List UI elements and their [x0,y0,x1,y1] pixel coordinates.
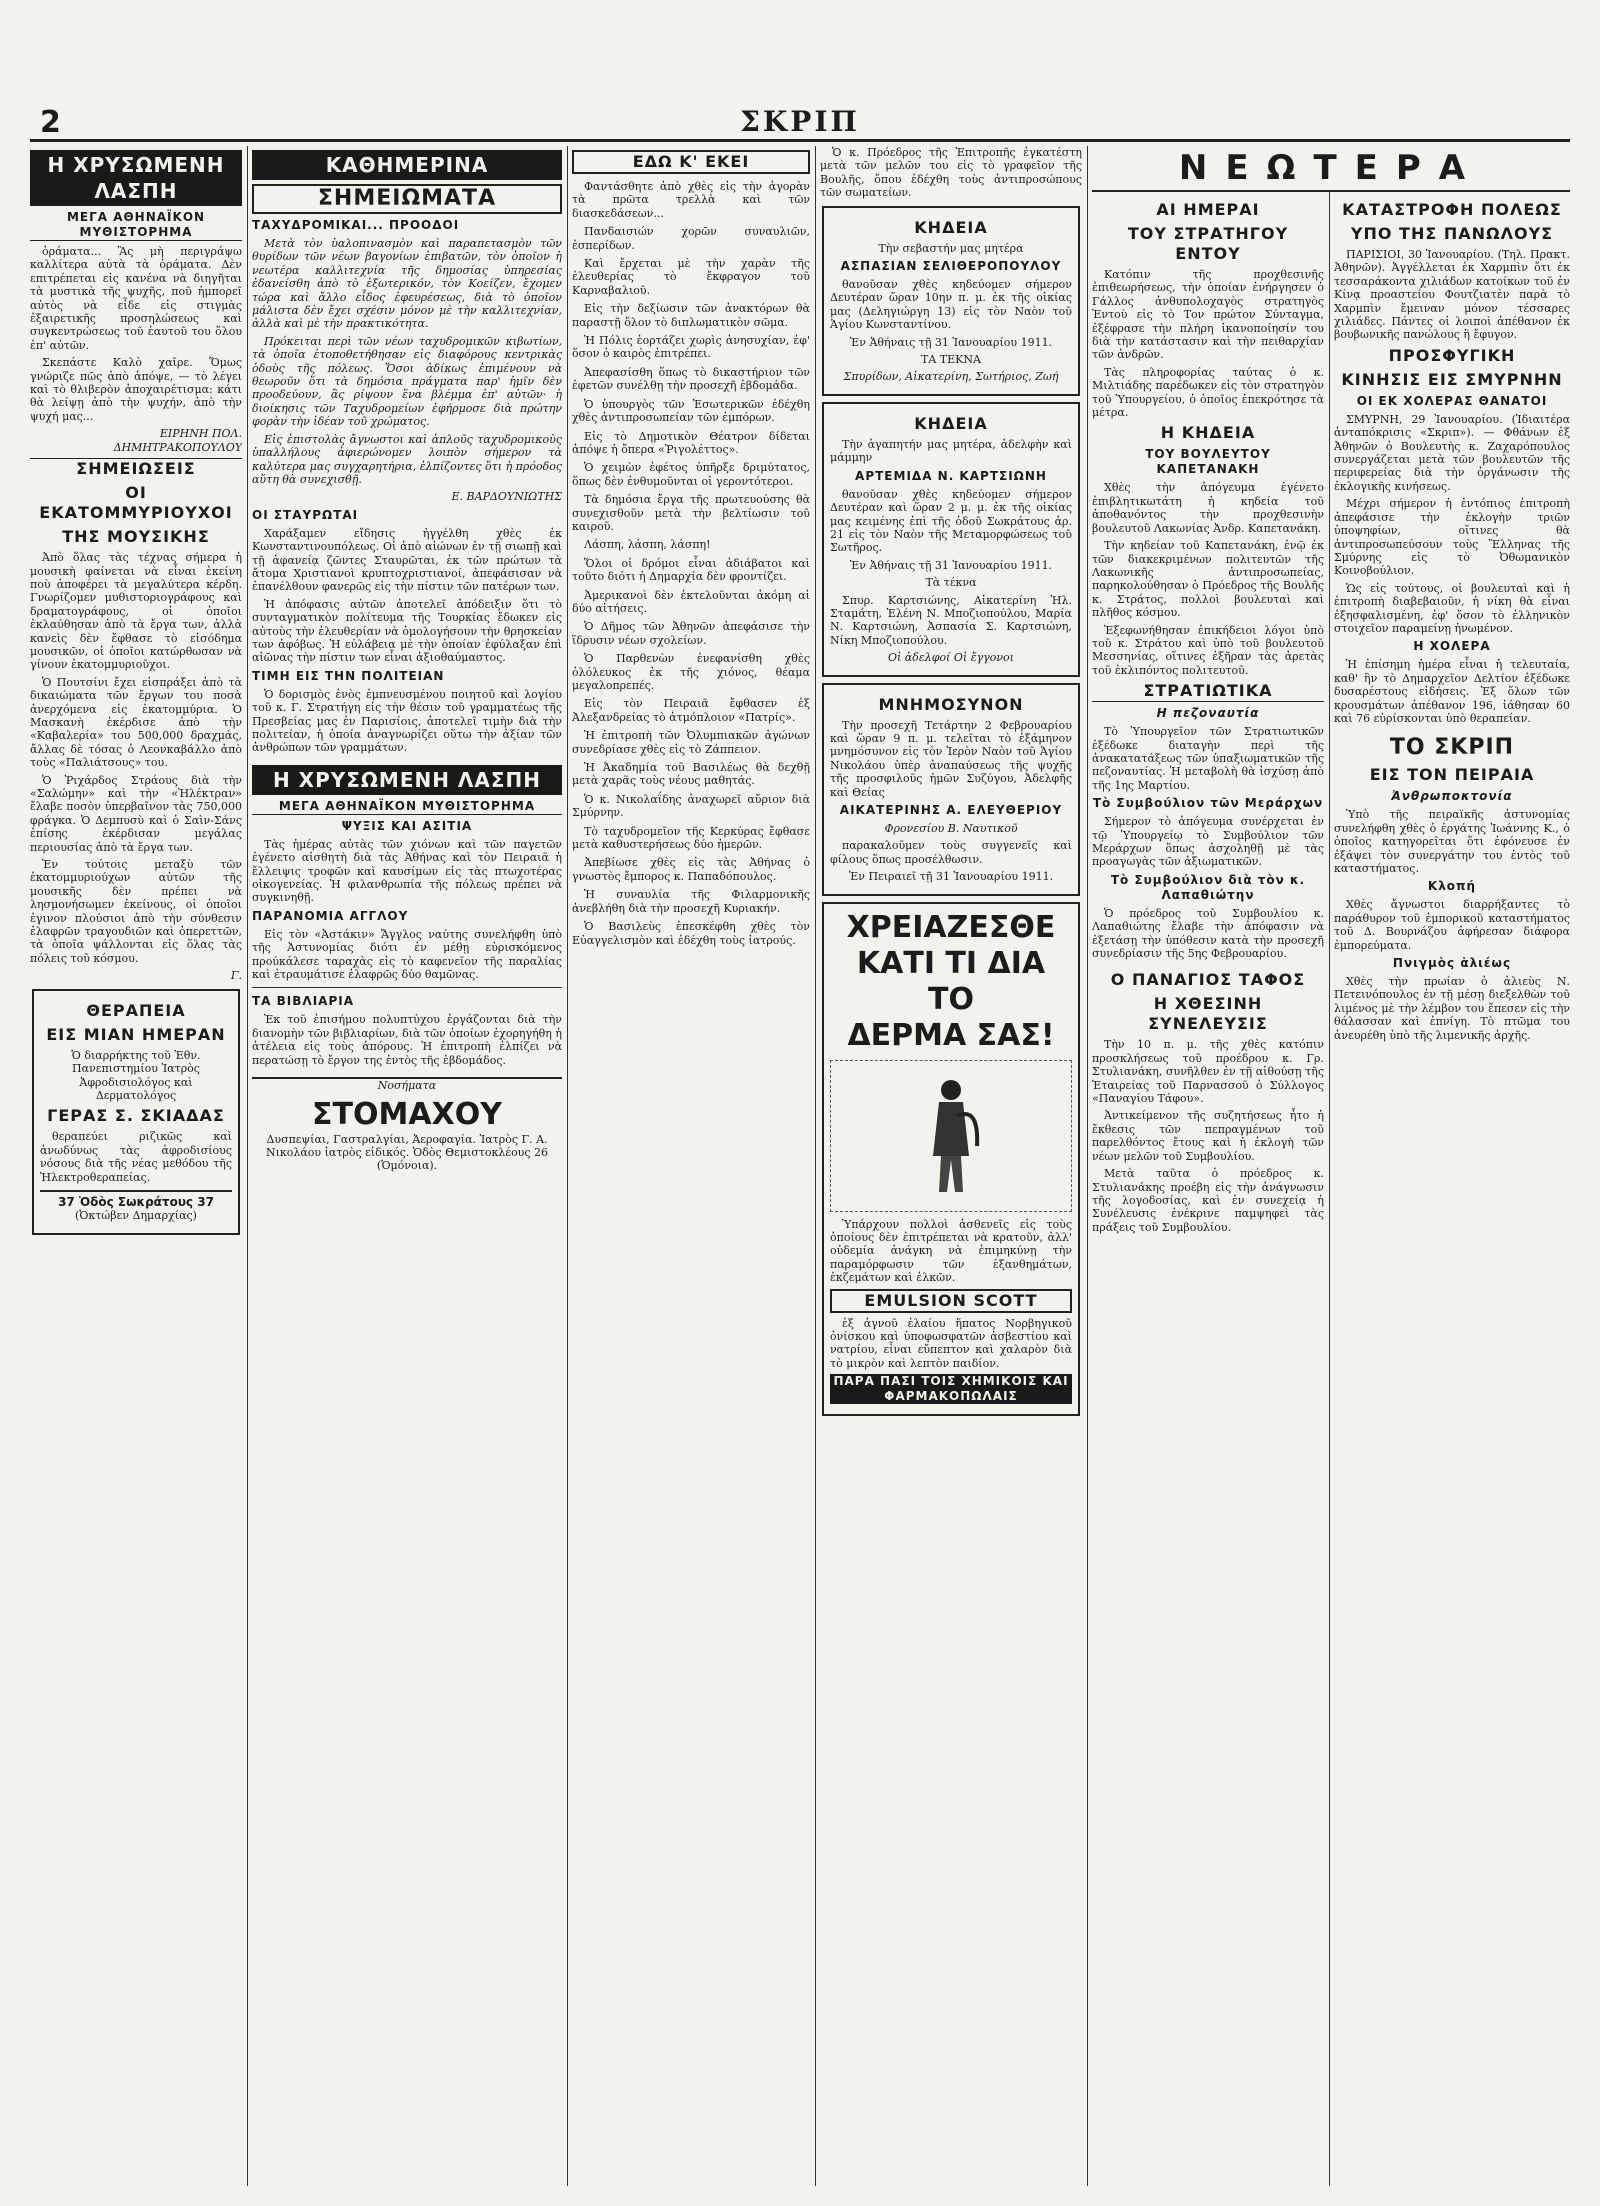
ad-text: θεραπεύει ριζικῶς καὶ ἀνωδύνως τὰς ἀφροδισίους νόσους διὰ τῆς νέας μεθόδου τῆς Ἠλεκτροθεραπείας. [40,1130,232,1184]
page-number: 2 [40,105,61,140]
ad-title: ΣΤΟΜΑΧΟΥ [312,1096,502,1132]
column-2 [252,146,562,2186]
paragraph: Μέχρι σήμερον ἡ ἐντόπιος ἐπιτροπὴ ἀπεφάσισε τὴν ἐκλογὴν τριῶν ὑποψηφίων, οἵτινες θὰ ἀντιπροσωπεύσουν τοὺς Ἕλληνας τῆς Σμύρνης εἰς τὸ Ὀθωμανικὸν Κοινοβούλιον. [1334,497,1570,578]
headline: ΥΠΟ ΤΗΣ ΠΑΝΩΛΟΥΣ [1350,224,1554,243]
ad-text: Δυσπεψίαι, Γαστραλγίαι, Ἀερoφαγία. Ἰατρὸς Γ. Α. Νικολάου ἰατρὸς εἰδικός. Ὁδὸς Θεμιστοκλέους 26 (Ὁμόνοια). [265,1132,549,1173]
divider [252,987,562,988]
news-item: Ἡ συναυλία τῆς Φιλαρμονικῆς ἀνεβλήθη διὰ τὴν προσεχῆ Κυριακήν. [572,888,810,915]
subheading: Πνιγμὸς ἁλιέως [1392,956,1512,971]
section-title: ΕΔΩ Κ' ΕΚΕΙ [572,150,810,174]
paragraph: Σκεπάστε Καλὸ χαῖρε. Ὅμως γνώριζε πῶς ἀπὸ ἀπόψε, — τὸ λέγει καὶ τὸ θλιβερὸν ἀποχαιρέτισμα: κάτι θὰ λείψῃ ἀπὸ τὴν ψυχήν, ἀπὸ τὴν ψυχή μας... [30,356,242,423]
headline: ΚΑΤΑΣΤΡΟΦΗ ΠΟΛΕΩΣ [1342,200,1562,219]
serial-subtitle: ΜΕΓΑ ΑΘΗΝΑΪΚΟΝ ΜΥΘΙΣΤΟΡΗΜΑ [30,210,242,241]
news-item: Λάσπη, λάσπη, λάσπη! [584,538,711,552]
paragraph: Ὑπὸ τῆς πειραϊκῆς ἀστυνομίας συνελήφθη χθὲς ὁ ἐργάτης Ἰωάννης Κ., ὁ ὁποῖος κατηγορεῖται ὅτι ἐφόνευσε ἐν ἐξάψει τὸν συνεργάτην του ἐντὸς τοῦ καταστήματος. [1334,808,1570,875]
notice-text: Τὴν ἀγαπητήν μας μητέρα, ἀδελφὴν καὶ μάμμην [830,437,1072,465]
serial-title: Η ΧΡΥΣΩΜΕΝΗ ΛΑΣΠΗ [30,150,242,206]
author-signature: Ε. ΒΑΡΔΟΥΝΙΩΤΗΣ [451,490,562,504]
notice-body: παρακαλοῦμεν τοὺς συγγενεῖς καὶ φίλους ὅπως προσέλθωσιν. [830,839,1072,866]
notice-body: θανοῦσαν χθὲς κηδεύομεν σήμερον Δευτέραν ὥραν 10ην π. μ. ἐκ τῆς οἰκίας μας (Δεληγιώργη 13) εἰς τὸν Ναὸν τοῦ Ἁγίου Κωνσταντίνου. [830,278,1072,332]
news-item: Ἀμερικανοὶ δὲν ἐκτελοῦνται ἀκόμη αἱ δύο αἰτήσεις. [572,588,810,615]
ad-address: 37 Ὁδὸς Σωκράτους 37 [40,1190,232,1209]
notice-name: ΑΡΤΕΜΙΔΑ Ν. ΚΑΡΤΣΙΩΝΗ [855,468,1047,483]
column-rule [1087,146,1088,2186]
column-rule [567,146,568,2186]
paragraph: Ἐν τούτοις μεταξὺ τῶν ἐκατομμυριούχων αὐτῶν τῆς μουσικῆς δὲν πρέπει νὰ λησμονήσωμεν ἐκείνους, οἱ ὁποῖοι ἐγινον πλούσιοι ἀπὸ τὴν σύνθεσιν ἐλαφρῶν τραγουδιῶν καὶ ὀπερεττῶν, τὰ ὁποῖα ψάλλονται εἰς ὅλας τὰς πόλεις τοῦ κόσμου. [30,858,242,965]
notice-text: Τὴν σεβαστήν μας μητέρα [878,241,1024,255]
news-item: Εἰς τὸν Πειραιᾶ ἔφθασεν ἐξ Ἀλεξανδρείας τὸ ἀτμόπλοιον «Πατρίς». [572,697,810,724]
paragraph: Ὁ πρόεδρος τοῦ Συμβουλίου κ. Λαπαθιώτης ἔλαβε τὴν ἀπόφασιν νὰ ἐξετάσῃ τὴν ὑπόθεσιν κατὰ τὴν προσεχῆ συνεδρίασιν τῆς 5ης Φεβρουαρίου. [1092,906,1324,961]
news-item: Ὁ χειμὼν ἐφέτος ὑπῆρξε δριμύτατος, ὅπως δὲν ἐνθυμοῦνται οἱ γεροντότεροι. [572,461,810,488]
news-item: Τὰ δημόσια ἔργα τῆς πρωτευούσης θὰ συνεχισθοῦν μετὰ τὴν βελτίωσιν τοῦ καιροῦ. [572,493,810,533]
news-item: Ἡ Ἀκαδημία τοῦ Βασιλέως θὰ δεχθῇ μετὰ χαρᾶς τοὺς νέους μαθητάς. [572,761,810,788]
news-item: Πανδαισιών χορῶν συναυλιῶν, ἐσπερίδων. [572,225,810,252]
headline: Η ΚΗΔΕΙΑ [1160,423,1256,443]
headline: Ο ΠΑΝΑΓΙΟΣ ΤΑΦΟΣ [1110,970,1306,990]
notice-sign: Τὰ τέκνα [925,576,977,590]
ad-text: Ὁ διαρρήκτης τοῦ Ἐθν. Πανεπιστημίου Ἰατρὸς Ἀφροδισιολόγος καὶ Δερματολόγος [71,1048,201,1102]
news-item: Ἀπεφασίσθη ὅπως τὸ δικαστήριον τῶν ἐφετῶν συνέλθῃ τὴν προσεχῆ ἑβδομάδα. [572,365,810,393]
ad-address-note: (Ὀκτώβεν Δημαρχίας) [75,1209,197,1223]
notice-names: Σπυρίδων, Αἰκατερίνη, Σωτήριος, Ζωή [843,370,1059,384]
paragraph: Κατόπιν τῆς προχθεσινῆς ἐπιθεωρήσεως, τὴν ὁποίαν ἐνήργησεν ὁ Γάλλος ἀνθυπολοχαγὸς στρατηγὸς Ἐντοὺ εἰς τὸ Τον πρώτον Σύνταγμα, ἐξέφρασε τὴν πλήρη ἱκανοποίησίν του διὰ τὴν κατάστασιν καὶ τὴν πειθαρχίαν τῶν ἀνδρῶν. [1092,268,1324,362]
news-item: Φαντάσθητε ἀπὸ χθὲς εἰς τὴν ἀγορὰν τὰ πρῶτα τρελλὰ καὶ τῶν διασκεδάσεων... [572,180,810,220]
news-item: Εἰς τὴν δεξίωσιν τῶν ἀνακτόρων θὰ παραστῇ ὅλον τὸ διπλωματικὸν σῶμα. [572,302,810,329]
ad-headline: ΔΕΡΜΑ ΣΑΣ! [847,1017,1055,1053]
paragraph: Μετὰ τὸν ὑαλοπινασμὸν καὶ παραπετασμὸν τῶν θυρίδων τῶν νέων βαγονίων ἐπιβατῶν, τὸν ὁποῖον ἡ νεωτέρα καλλιτεχνία τῆς δημοσίας ὑπηρεσίας ἐδανείσθη ἀπὸ τὸ ἐξωτερικόν, τὸν Κοείζεν, ἔχομεν τώρα καὶ ἄλλο εἶδος ἐφευρέσεως, διὰ τὸ ὁποῖον μάλιστα δὲν ἔχει σχέσιν μόνον μὲ τὴν καλλιτεχνίαν, ἀλλὰ καὶ μὲ τὴν πρακτικότητα. [252,237,562,331]
notice-name: ΑΣΠΑΣΙΑΝ ΣΕΛΙΘΕΡΟΠΟΥΛΟΥ [840,259,1062,274]
section-title: ΣΗΜΕΙΩΜΑΤΑ [252,184,562,214]
paragraph: Ἀντικείμενον τῆς συζητήσεως ἦτο ἡ ἔκθεσις τῶν πεπραγμένων τοῦ παρελθόντος ἔτους καὶ ἡ ἐκλογὴ τῶν νέων μελῶν τοῦ Συμβουλίου. [1092,1109,1324,1163]
notice-date: Ἐν Ἀθήναις τῇ 31 Ἰανουαρίου 1911. [849,558,1053,572]
subheading: Ἀνθρωποκτονία [1391,789,1513,804]
notice-body: Τὴν προσεχῆ Τετάρτην 2 Φεβρουαρίου καὶ ὥραν 9 π. μ. τελεῖται τὸ ἑξάμηνον μνημόσυνον εἰς τὸν Ἱερὸν Ναὸν τοῦ Ἁγίου Νικολάου ὑπὲρ ἀναπαύσεως τῆς ψυχῆς τῆς προσφιλοῦς ἡμῶν Συζύγου, Ἀδελφῆς καὶ Θείας [830,718,1072,799]
headline: ΕΙΣ ΤΟΝ ΠΕΙΡΑΙΑ [1369,765,1535,785]
paragraph: Εἰς τὸν «Ἀστάκιν» Ἄγγλος ναύτης συνελήφθη ὑπὸ τῆς Ἀστυνομίας διότι ἐν μέθῃ εὑρισκόμενος προύκάλεσε ταραχὰς εἰς τὸ καφενεῖον τῆς παραλίας καὶ ἐτραυμάτισε ἐλαφρῶς δύο θαμῶνας. [252,927,562,982]
paragraph: ΣΜΥΡΝΗ, 29 Ἰανουαρίου. (Ἰδιαιτέρα ἀνταπόκρισις «Σκριπ»). — Φθάνων ἐξ Ἀθηνῶν ὁ Βουλευτὴς κ. Ζαχαρόπουλος συνεργάζεται μετὰ τῶν βουλευτῶν τῆς περιφερείας διὰ τὴν ὀργάνωσιν τῆς ἐκλογικῆς κινήσεως. [1334,412,1570,493]
notice-name: ΑΙΚΑΤΕΡΙΝΗΣ Α. ΕΛΕΥΘΕΡΙΟΥ [839,803,1063,817]
author-signature: ΕΙΡΗΝΗ ΠΟΛ. ΔΗΜΗΤΡΑΚΟΠΟΥΛΟΥ [113,427,242,454]
headline: ΑΙ ΗΜΕΡΑΙ [1156,200,1260,219]
section-heading: ΚΑΘΗΜΕΡΙΝΑ [252,150,562,180]
subheading: Κλοπή [1427,879,1477,894]
column-5 [1092,196,1324,2186]
ad-subtitle: ΕΙΣ ΜΙΑΝ ΗΜΕΡΑΝ [46,1024,226,1044]
news-item: Ὁ ὑπουργὸς τῶν Ἐσωτερικῶν ἐδέχθη χθὲς ἀντιπροσωπείαν τῶν ἐμπόρων. [572,397,810,425]
masthead [30,105,1570,142]
funeral-notice [822,402,1080,677]
ad-label: Νοσήματα [377,1079,437,1093]
notice-date: Ἐν Πειραιεῖ τῇ 31 Ἰανουαρίου 1911. [848,870,1054,884]
news-item: Ὁ κ. Νικολαΐδης ἀναχωρεῖ αὔριον διὰ Σμύρνην. [572,792,810,820]
funeral-notice [822,206,1080,396]
column-4 [820,146,1082,2186]
paragraph: Τὰς ἡμέρας αὐτὰς τῶν χιόνων καὶ τῶν παγετῶν ἐγένετο αἰσθητὴ διὰ τὰς Ἀθήνας καὶ τὸν Πειραιᾶ ἡ ἔλλειψις τροφῶν καὶ καυσίμων εἰς τὰς πτωχοτέρας οἰκογενείας. Ἡ φιλανθρωπία τῆς πόλεως πρέπει νὰ συγκινηθῇ. [252,837,562,905]
ad-title: ΘΕΡΑΠΕΙΑ [86,1000,186,1020]
paragraph: Ὁ Πουτσίνι ἔχει εἰσπράξει ἀπὸ τὰ δικαιώματα τῶν ἔργων του ποσὰ ἀνερχόμενα εἰς ἑκατομμύρια. Ὁ Μασκανὴ ἐκέρδισε ἀπὸ τὴν «Καβαλερία» του 500,000 δραχμάς, ἄλλας δὲ τόσας ὁ Λεονκαβάλλο ἀπὸ τοὺς «Παλιάτσους» του. [30,675,242,770]
paragraph: Ἐξεφωνήθησαν ἐπικήδειοι λόγοι ὑπὸ τοῦ κ. Στράτου καὶ ὑπὸ τοῦ βουλευτοῦ Μεσσηνίας, οἵτινες ἐξῆραν τὰς ἀρετὰς τοῦ ἐκλιπόντος πολιτευτοῦ. [1092,623,1324,677]
notice-title: ΚΗΔΕΙΑ [914,413,988,433]
notice-date: Ἐν Ἀθήναις τῇ 31 Ἰανουαρίου 1911. [849,335,1053,349]
paper-name: ΣΚΡΙΠ [740,105,860,138]
article-title: ΤΗΣ ΜΟΥΣΙΚΗΣ [62,527,210,547]
paragraph: Χθὲς τὴν πρωίαν ὁ ἁλιεὺς Ν. Πετεινόπουλος ἐν τῇ μέσῃ διεξελθὼν τοῦ λιμένος μὲ τὴν λέμβον του ἔπεσεν εἰς τὴν θάλασσαν καὶ ἐπνίγη. Τὸ πτῶμα του ἀνευρέθη ὑπὸ τῆς λιμενικῆς ἀρχῆς. [1334,975,1570,1042]
subheading: ΤΑ ΒΙΒΛΙΑΡΙΑ [252,994,354,1009]
subheading: ΨΥΞΙΣ ΚΑΙ ΑΣΙΤΙΑ [341,818,473,833]
notice-names: Σπυρ. Καρτσιώνης, Αἰκατερίνη Ἠλ. Σταμάτη, Ἑλένη Ν. Μποζιοπούλου, Μαρία Ν. Καρτσιώνη, Ἀσπασία Σ. Καρτσιώνη, Νίκη Μποζιοπούλου. [830,593,1072,647]
ad-footer: ΠΑΡΑ ΠΑΣΙ ΤΟΙΣ ΧΗΜΙΚΟΙΣ ΚΑΙ ΦΑΡΜΑΚΟΠΩΛΑΙΣ [830,1374,1072,1404]
latest-news-header: ΝΕΩΤΕΡΑ [1092,146,1570,192]
column-rule [247,146,248,2186]
paragraph: Ἀπὸ ὅλας τὰς τέχνας σήμερα ἡ μουσικὴ φαίνεται νὰ εἶναι ἐκείνη ποὺ ἀποφέρει τὰ μεγαλύτερα κέρδη. Γνωρίζομεν μυθιστοριογράφους καὶ δραματογράφους, οἱ ὁποῖοι ἐκλαύθησαν ἀπὸ τὰ ἔργα των, ἀλλὰ κανεὶς δὲν ἔφθασε τὸ εἰσόδημα μουσικῶν, οἱ ὁποῖοι κατώρθωσαν νὰ γίνουν ἑκατομμυριοῦχοι. [30,551,242,672]
notice-title: ΜΝΗΜΟΣΥΝΟΝ [878,694,1024,714]
paragraph: Ὁ δορισμὸς ἑνὸς ἐμπνευσμένου ποιητοῦ καὶ λογίου τοῦ κ. Γ. Στρατήγη εἰς τὴν θέσιν τοῦ γραμματέως τῆς Πρεσβείας μας ἐν Παρισίοις, ἀποτελεῖ τιμὴν διὰ τὴν πολιτείαν, ἡ ὁποία ἀναγνωρίζει οὕτω τὴν ἀξίαν τῶν ἀνθρώπων τῶν γραμμάτων. [252,687,562,755]
news-item: Ἡ ἐπιτροπὴ τῶν Ὀλυμπιακῶν ἀγώνων συνεδρίασε χθὲς εἰς τὸ Ζάππειον. [572,729,810,756]
subheading: Τὸ Συμβούλιον τῶν Μεράρχων [1092,796,1324,811]
advertisement [252,1077,562,1173]
news-item: Ἡ Πόλις ἑορτάζει χωρὶς ἀνησυχίαν, ἐφ' ὅσον ὁ καιρὸς ἐπιτρέπει. [572,334,810,361]
subheading: Η πεζοναυτία [1156,706,1260,721]
paragraph: ὁράματα... Ἂς μὴ περιγράψω καλλίτερα αὐτὰ τὰ ὁράματα. Δὲν επιτρέπεται εἰς κανένα νὰ διηγῆται τὰ μυστικὰ τῆς ψυχῆς, ποῦ ἠμπορεῖ αὐτὸς νὰ εἶδε εἰς στιγμὰς ἐξαιρετικῆς προσηλώσεως καὶ συγκεντρώσεως τοῦ ἑαυτοῦ του ὅλου ἐπ' αὐτῶν. [30,245,242,352]
subheading: Η ΧΟΛΕΡΑ [1413,639,1491,654]
news-item: Καὶ ἔρχεται μὲ τὴν χαρὰν τῆς ἐλευθερίας τὸ ἔκφραγον τοῦ Καρναβαλιοῦ. [572,257,810,297]
paragraph: Χθὲς τὴν ἀπόγευμα ἐγένετο ἐπιβλητικωτάτη ἡ κηδεία τοῦ ἀποθανόντος τὴν προχθεσινὴν βουλευτοῦ Λακωνίας Ἀνδρ. Καπετανάκη. [1092,481,1324,535]
notice-relatives: Οἱ ἀδελφοί Οἱ ἔγγονοι [887,651,1014,665]
paragraph: Πρόκειται περὶ τῶν νέων ταχυδρομικῶν κιβωτίων, τὰ ὁποῖα ἐτοποθετήθησαν εἰς διαφόρους κεντρικὰς ὁδοὺς τῆς πόλεως. Ὅσοι ἀδίκως ἐπιμένουν νὰ θεωροῦν ὅτι τὰ δημόσια πράγματα παρ' ἡμῖν δὲν προοδεύουν, ἂς ρίψουν ἕνα βλέμμα ἐπ' αὐτῶν· ἡ διοίκησις τῶν Ταχυδρομείων ἐφήρμοσε διὰ πρώτην φορὰν τὴν ἰδέαν τοῦ χρώματος. [252,334,562,429]
column-rule [815,146,816,2186]
article-title: ΟΙ ΕΚΑΤΟΜΜΥΡΙΟΥΧΟΙ [39,483,233,523]
subheading: ΟΙ ΕΚ ΧΟΛΕΡΑΣ ΘΑΝΑΤΟΙ [1356,393,1548,408]
section-heading: ΣΗΜΕΙΩΣΕΙΣ [30,458,242,479]
paragraph: Ἡ ἐπίσημη ἡμέρα εἶναι ἡ τελευταία, καθ' ἣν τὸ Δημαρχεῖον Δελτίον ἐξέδωκε δυσαρέστους εἰδήσεις. Ἐξ ὅλων τῶν κρουσμάτων ἀπέθανον 196, ἰάθησαν 60 καὶ 76 εὑρίσκονται ὑπὸ θεραπείαν. [1334,658,1570,725]
headline: ΠΡΟΣΦΥΓΙΚΗ [1388,345,1516,365]
paragraph: Ἡ ἀπόφασις αὐτῶν ἀποτελεῖ ἀπόδειξιν ὅτι τὸ συνταγματικὸν πολίτευμα τῆς Τουρκίας ἔδωκεν εἰς αὐτοὺς τὴν ἐλευθερίαν νὰ ὁμολογήσουν τὴν θρησκείαν των ἀφόβως. Ἡ εὐλάβεια μὲ τὴν ὁποίαν ἐφύλαξαν ἐπὶ αἰῶνας τὴν πίστιν των εἶναι ἀξιοθαύμαστος. [252,597,562,665]
ad-text: Ὑπάρχουν πολλοὶ ἀσθενεῖς εἰς τοὺς ὁποίους δὲν ἐπιτρέπεται νὰ κρατοῦν, ἀλλ' οὐδεμία ἀνάγκη νὰ ἐπιμηκύνῃ τὴν παραμόρφωσιν τῶν ἐξανθημάτων, ἐκζεμάτων καὶ ἑλκῶν. [830,1217,1072,1285]
headline: ΤΟΥ ΣΤΡΑΤΗΓΟΥ ΕΝΤΟΥ [1127,224,1289,263]
paragraph: Ὁ κ. Πρόεδρος τῆς Ἐπιτροπῆς ἐγκατέστη μετὰ τῶν μελῶν του εἰς τὸ γραφεῖον τῆς Βουλῆς, ὅπου ἐδέχθη τοὺς ἀντιπροσώπους τῶν σωματείων. [820,146,1082,200]
paragraph: Εἰς ἐπιστολὰς ἄγνωστοι καὶ ἁπλοῦς ταχυδρομικοὺς ὑπαλλήλους ἀφιερώνομεν λοιπὸν σήμερον τὰ καλύτερα μας συγχαρητήρια, ἐλπίζοντες ὅτι ἡ πρόοδος αὕτη θὰ συνεχισθῇ. [252,432,562,486]
news-item: Τὸ ταχυδρομεῖον τῆς Κερκύρας ἔφθασε μετὰ καθυστερήσεως δύο ἡμερῶν. [572,824,810,852]
section-heading: ΣΤΡΑΤΙΩΤΙΚΑ [1092,681,1324,702]
fisherman-illustration-icon [830,1060,1072,1212]
ad-product: EMULSION SCOTT [830,1289,1072,1313]
paragraph: Μετὰ ταῦτα ὁ πρόεδρος κ. Στυλιανάκης προέβη εἰς τὴν ἀνάγνωσιν τῆς λογοδοσίας, καὶ ἐν συνεχείᾳ ἡ Συνέλευσις ἐνέκρινε παμψηφεὶ τὰς πράξεις τοῦ Συμβουλίου. [1092,1167,1324,1234]
subheading: ΤΑΧΥΔΡΟΜΙΚΑΙ... ΠΡΟΟΔΟΙ [252,218,460,232]
notice-sign: ΤΑ ΤΕΚΝΑ [921,353,981,367]
serial-subtitle: ΜΕΓΑ ΑΘΗΝΑΪΚΟΝ ΜΥΘΙΣΤΟΡΗΜΑ [252,799,562,815]
subheading: Τὸ Συμβούλιον διὰ τὸν κ. Λαπαθιώτην [1110,872,1306,902]
headline: ΤΟΥ ΒΟΥΛΕΥΤΟΥ ΚΑΠΕΤΑΝΑΚΗ [1145,447,1271,477]
news-items-list [572,180,810,947]
column-1 [30,146,242,2186]
headline: ΚΙΝΗΣΙΣ ΕΙΣ ΣΜΥΡΝΗΝ [1341,369,1563,389]
paragraph: Χαράξαμεν εἴδησις ἠγγέλθη χθὲς ἐκ Κωνσταντινουπόλεως. Οἱ ἀπὸ αἰώνων ἐν τῇ σιωπῇ καὶ τῇ ἀφανείᾳ ζῶντες Σταυρῶται, ἐκ τῶν πρώτων τὰ ἄτομα Χριστιανοὶ κρυπτοχριστιανοί, ἀπεφάσισαν νὰ ἐπανέλθουν φανερῶς εἰς τὴν πίστιν τῶν πατέρων των. [252,526,562,594]
paragraph: Τὴν κηδείαν τοῦ Καπετανάκη, ἐνῷ ἐκ τῶν διακεκριμένων πολιτευτῶν τῆς Λακωνικῆς ἀντιπροσωπείας, παρηκολούθησαν ὁ Πρόεδρος τῆς Βουλῆς κ. Στράτος, πολλοὶ βουλευταὶ καὶ πλῆθος κόσμου. [1092,539,1324,620]
ad-doctor: ΓΕΡΑΣ Σ. ΣΚΙΑΔΑΣ [47,1106,225,1126]
ad-headline: ΚΑΤΙ ΤΙ ΔΙΑ ΤΟ [856,945,1046,1017]
fisherman-figure-icon [921,1076,981,1196]
news-item: Ὁ Δῆμος τῶν Ἀθηνῶν ἀπεφάσισε τὴν ἵδρυσιν νέων σχολείων. [572,620,810,647]
subheading: ΟΙ ΣΤΑΥΡΩΤΑΙ [252,507,359,522]
column-rule [1329,190,1330,2186]
memorial-notice [822,683,1080,896]
paragraph: Τὸ Ὑπουργεῖον τῶν Στρατιωτικῶν ἐξέδωκε διαταγὴν περὶ τῆς ἀνακατατάξεως τῶν ὑπαξιωματικῶν τῆς πεζοναυτίας. Ἡ μεταβολὴ θὰ ἰσχύσῃ ἀπὸ τῆς 1ης Μαρτίου. [1092,725,1324,792]
column-3 [572,146,810,2186]
paragraph: Χθὲς ἄγνωστοι διαρρήξαντες τὸ παράθυρον τοῦ ἐμπορικοῦ καταστήματος τοῦ Δ. Βουρνάζου ἀφήρεσαν διάφορα ἐμπορεύματα. [1334,898,1570,952]
headline: ΤΟ ΣΚΡΙΠ [1389,735,1515,761]
ad-text: ἐξ ἀγνοῦ ἐλαίου ἥπατος Νορβηγικοῦ ὀνίσκου καὶ ὑποφωσφατῶν ἀσβεστίου καὶ νατρίου, εἶναι εὔπεπτον καὶ χαλαρὸν διὰ τὸ μικρὸν καὶ λεπτὸν παιδίον. [830,1316,1072,1370]
ad-headline: ΧΡΕΙΑΖΕΣΘΕ [846,909,1056,945]
news-item: Ὁ Παρθενὼν ἐνεφανίσθη χθὲς ὁλόλευκος ἐκ τῆς χιόνος, θέαμα μεγαλοπρεπές. [572,652,810,692]
notice-text: Φρονεσίου Β. Ναυτικοῦ [884,822,1018,835]
news-item: Εἰς τὸ Δημοτικὸν Θέατρον δίδεται ἀπόψε ἡ ὄπερα «Ῥιγολέττος». [572,429,810,456]
advertisement-scott [822,902,1080,1417]
column-6 [1334,196,1570,2186]
paragraph: Ἐκ τοῦ ἐπισήμου πολυπτύχου ἐργάζονται διὰ τὴν διανομὴν τῶν βιβλιαρίων, διὰ τῶν ὁποίων ἐχορηγήθη ἡ ἀτέλεια εἰς τοὺς ἀπόρους. Ἡ ἐπιτροπὴ ἐλπίζει νὰ περατώσῃ τὸ ἔργον της ἐντὸς τῆς ἑβδομάδος. [252,1013,562,1067]
notice-title: ΚΗΔΕΙΑ [914,217,988,237]
paragraph: ΠΑΡΙΣΙΟΙ, 30 Ἰανουαρίου. (Τηλ. Πρακτ. Ἀθηνῶν). Ἀγγέλλεται ἐκ Χαρμπὶν ὅτι ἐκ τεσσαράκοντα χιλιάδων κατοίκων τοῦ ἐν Κίνᾳ προαστείου Φουτζιατὲν παρὰ τὸ Χαρμπὶν ἔμειναν μόνον τέσσαρες χιλιάδες. Πάντες οἱ λοιποὶ ἀπέθανον ἐκ βουβωνικῆς πανώλους ἢ ἔφυγον. [1334,248,1570,342]
subheading: ΤΙΜΗ ΕΙΣ ΤΗΝ ΠΟΛΙΤΕΙΑΝ [252,668,445,683]
news-item: Ὁ Βασιλεὺς ἐπεσκέφθη χθὲς τὸν Εὐαγγελισμὸν καὶ ἐδέχθη τοὺς ἰατρούς. [572,920,810,947]
paragraph: Τὴν 10 π. μ. τῆς χθὲς κατόπιν προσκλήσεως τοῦ προέδρου κ. Γρ. Στυλιανάκη, συνῆλθεν ἐν τῇ αἰθούσῃ τῆς Ἑταιρείας τοῦ Παρνασσοῦ ὁ Σύλλογος «Παναγίου Τάφου». [1092,1038,1324,1106]
author-signature: Γ. [230,969,242,983]
news-item: Ὅλοι οἱ δρόμοι εἶναι ἀδιάβατοι καὶ τοῦτο διότι ἡ Δημαρχία δὲν φροντίζει. [572,556,810,584]
paragraph: Ὡς εἰς τούτους, οἱ βουλευταὶ καὶ ἡ ἐπιτροπὴ διαβεβαιοῦν, ἡ νίκη θὰ εἶναι ἐξησφαλισμένη, ἐφ' ὅσον τὸ ἐλληνικὸν στοιχεῖον παραμείνῃ ἡνωμένον. [1334,581,1570,635]
paragraph: Ὁ Ῥιχάρδος Στράους διὰ τὴν «Σαλώμην» καὶ τὴν «Ἠλέκτραν» ἔλαβε ποσὸν ὑπερβαῖνον τὰς 750,000 φράγκα. Ὁ Δεμπυσὺ καὶ ὁ Σαὶν-Σάνς ἐπίσης ἐκέρδισαν μεγάλας περιουσίας ἀπὸ τὰ ἔργα των. [30,773,242,854]
subheading: ΠΑΡΑΝΟΜΙΑ ΑΓΓΛΟΥ [252,908,409,923]
notice-body: θανοῦσαν χθὲς κηδεύομεν σήμερον Δευτέραν καὶ ὥραν 2 μ. μ. ἐκ τῆς οἰκίας μας κειμένης ἐπὶ τῆς ὁδοῦ Σωκράτους ἀρ. 21 εἰς τὸν Ναὸν τῆς Μεταμορφώσεως τοῦ Σωτῆρος. [830,487,1072,555]
news-item: Ἀπεβίωσε χθὲς εἰς τὰς Ἀθήνας ὁ γνωστὸς ἔμπορος κ. Παπαδόπουλος. [572,856,810,883]
advertisement [32,989,240,1235]
paragraph: Τὰς πληροφορίας ταύτας ὁ κ. Μιλτιάδης παρέδωκεν εἰς τὸν στρατηγὸν τοῦ Ὑπουργείου, ὁ ὁποῖος ἐπεκρότησε τὰ μέτρα. [1092,365,1324,420]
serial-title: Η ΧΡΥΣΩΜΕΝΗ ΛΑΣΠΗ [252,765,562,795]
headline: Η ΧΘΕΣΙΝΗ ΣΥΝΕΛΕΥΣΙΣ [1148,994,1268,1034]
paragraph: Σήμερον τὸ ἀπόγευμα συνέρχεται ἐν τῷ Ὑπουργείῳ τὸ Συμβούλιον τῶν Μεράρχων ὅπως ἀσχοληθῇ μὲ τὰς προαγωγὰς τῶν ἀξιωματικῶν. [1092,815,1324,869]
